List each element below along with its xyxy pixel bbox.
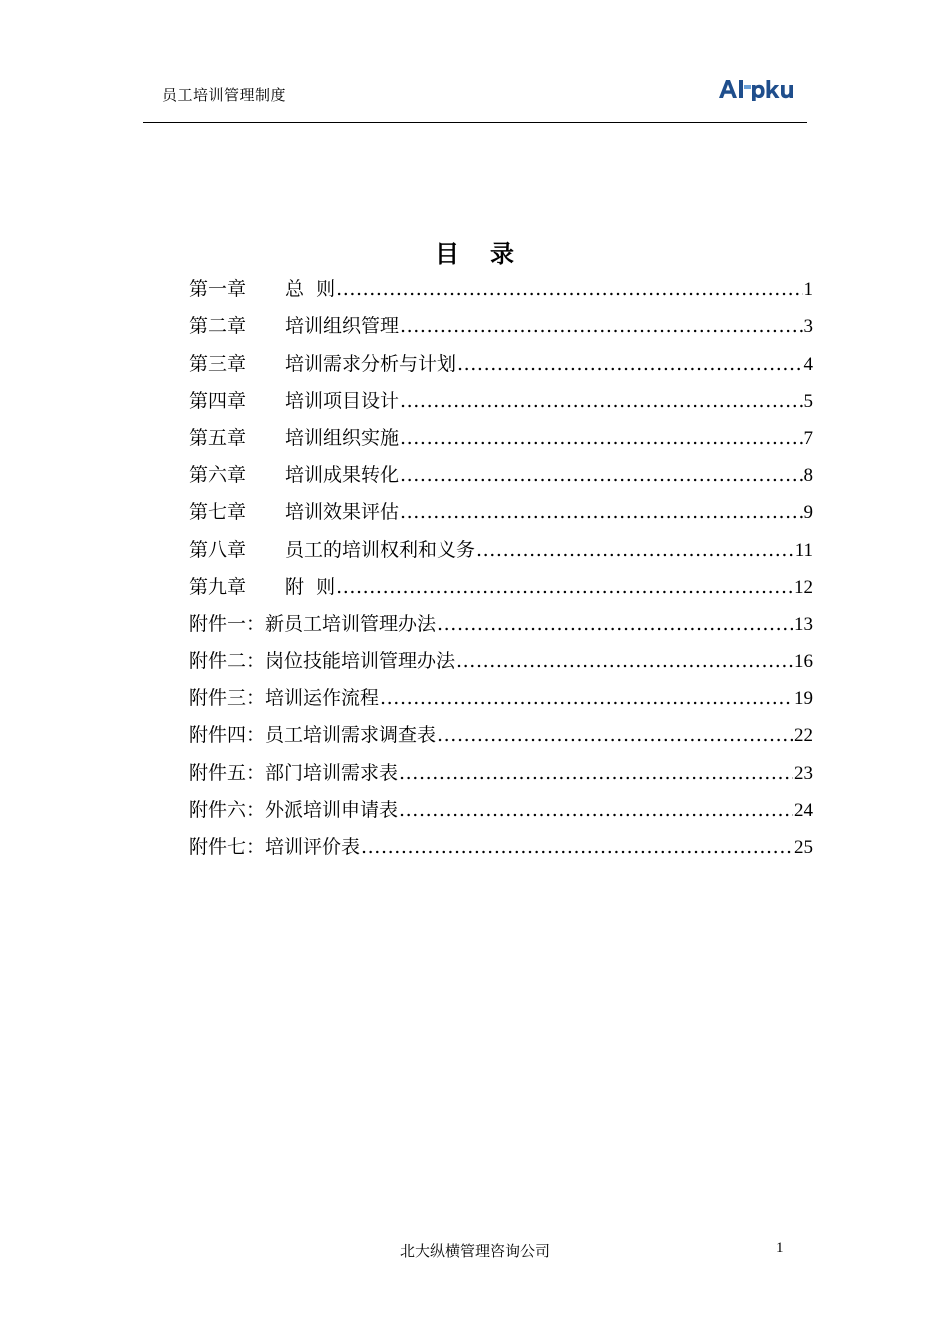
toc-entry[interactable] (189, 494, 813, 531)
toc-entry-title: 部门培训需求表 (265, 761, 399, 784)
toc-entry[interactable] (189, 457, 813, 494)
toc-entry-page: 24 (794, 799, 813, 821)
toc-entry-page: 25 (794, 837, 813, 858)
toc-entry-title: 总 则 (285, 278, 336, 301)
toc-entry-label: 附件二： (189, 650, 266, 673)
toc-leader-dots (476, 532, 794, 569)
toc-entry-title: 外派培训申请表 (265, 798, 399, 821)
toc-leader-dots (400, 420, 802, 457)
toc-entry-page: 12 (794, 576, 813, 598)
toc-leader-dots (336, 271, 802, 308)
toc-entry-title: 培训评价表 (265, 836, 361, 858)
toc-entry-label: 第三章 (189, 352, 247, 375)
toc-entry-title: 培训需求分析与计划 (285, 352, 457, 375)
toc-entry-page: 3 (803, 316, 813, 338)
toc-leader-dots (380, 680, 793, 717)
toc-entry-label: 附件七： (189, 836, 266, 858)
footer-company-name: 北大纵横管理咨询公司 (399, 1242, 550, 1260)
company-logo (718, 76, 802, 102)
toc-entry-page: 19 (794, 688, 813, 710)
toc-heading-left: 目 (435, 240, 460, 268)
aipku-logo-icon (718, 77, 802, 101)
toc-leader-dots (437, 606, 793, 643)
toc-heading-right: 录 (490, 240, 515, 268)
toc-entry[interactable] (189, 271, 813, 308)
toc-entry-page: 9 (803, 502, 813, 524)
toc-entry[interactable] (189, 792, 813, 829)
toc-entry-page: 23 (794, 762, 813, 784)
toc-entry-label: 第七章 (189, 501, 247, 524)
toc-entry-page: 16 (794, 651, 813, 673)
toc-entry-title: 新员工培训管理办法 (265, 612, 437, 635)
toc-entry-title: 培训项目设计 (285, 389, 400, 412)
toc-entry[interactable] (189, 606, 813, 643)
toc-entry[interactable] (189, 754, 813, 791)
toc-leader-dots (400, 494, 802, 531)
toc-entry-label: 附件一： (189, 612, 266, 635)
toc-leader-dots (399, 792, 793, 829)
toc-entry-title: 员工培训需求调查表 (265, 724, 437, 747)
toc-leader-dots (457, 346, 802, 383)
toc-entry[interactable] (189, 383, 813, 420)
toc-entry-title: 培训组织管理 (285, 315, 400, 338)
toc-leader-dots (336, 569, 793, 606)
toc-entry-title: 培训组织实施 (285, 426, 400, 449)
toc-entry-title: 附 则 (285, 575, 336, 598)
toc-entry-page: 22 (794, 725, 813, 747)
toc-entry-label: 第二章 (189, 315, 247, 338)
toc-entry-page: 4 (803, 353, 813, 375)
toc-entry[interactable] (189, 829, 813, 866)
toc-entry-page: 8 (803, 465, 813, 487)
toc-entry-label: 第四章 (189, 389, 247, 412)
header-divider (143, 122, 807, 123)
toc-leader-dots (456, 643, 793, 680)
toc-leader-dots (400, 383, 802, 420)
toc-heading (0, 234, 950, 269)
toc-entry-label: 第五章 (189, 426, 247, 449)
header-document-title: 员工培训管理制度 (162, 86, 287, 104)
footer-page-number: 1 (776, 1240, 784, 1256)
toc-entry-label: 第六章 (189, 464, 247, 487)
toc-entry-page: 1 (803, 279, 813, 301)
toc-entry-page: 13 (794, 613, 813, 635)
toc-entry-title: 培训运作流程 (265, 687, 380, 710)
toc-entry-title: 培训效果评估 (285, 501, 400, 524)
toc-entry[interactable] (189, 308, 813, 345)
toc-leader-dots (400, 457, 802, 494)
toc-leader-dots (399, 755, 793, 792)
toc-leader-dots (400, 308, 802, 345)
toc-entry-page: 11 (794, 539, 813, 561)
toc-entry-title: 培训成果转化 (285, 464, 400, 487)
toc-entry-page: 7 (803, 427, 813, 449)
toc-entry-title: 岗位技能培训管理办法 (265, 650, 456, 673)
toc-entry-label: 附件四： (189, 724, 266, 747)
toc-entry-label: 附件六： (189, 798, 266, 821)
toc-entry-page: 5 (803, 390, 813, 412)
toc-entry-label: 附件五： (189, 761, 266, 784)
toc-entry-label: 第八章 (189, 538, 247, 561)
toc-entry-label: 附件三： (189, 687, 266, 710)
toc-leader-dots (361, 829, 793, 866)
table-of-contents (189, 271, 813, 866)
toc-entry[interactable] (189, 420, 813, 457)
toc-entry[interactable] (189, 531, 813, 568)
toc-entry[interactable] (189, 717, 813, 754)
toc-entry[interactable] (189, 643, 813, 680)
toc-entry-title: 员工的培训权利和义务 (285, 538, 476, 561)
toc-entry[interactable] (189, 345, 813, 382)
toc-leader-dots (437, 717, 793, 754)
toc-entry-label: 第九章 (189, 575, 247, 598)
toc-entry[interactable] (189, 569, 813, 606)
toc-entry[interactable] (189, 680, 813, 717)
toc-entry-label: 第一章 (189, 278, 247, 301)
